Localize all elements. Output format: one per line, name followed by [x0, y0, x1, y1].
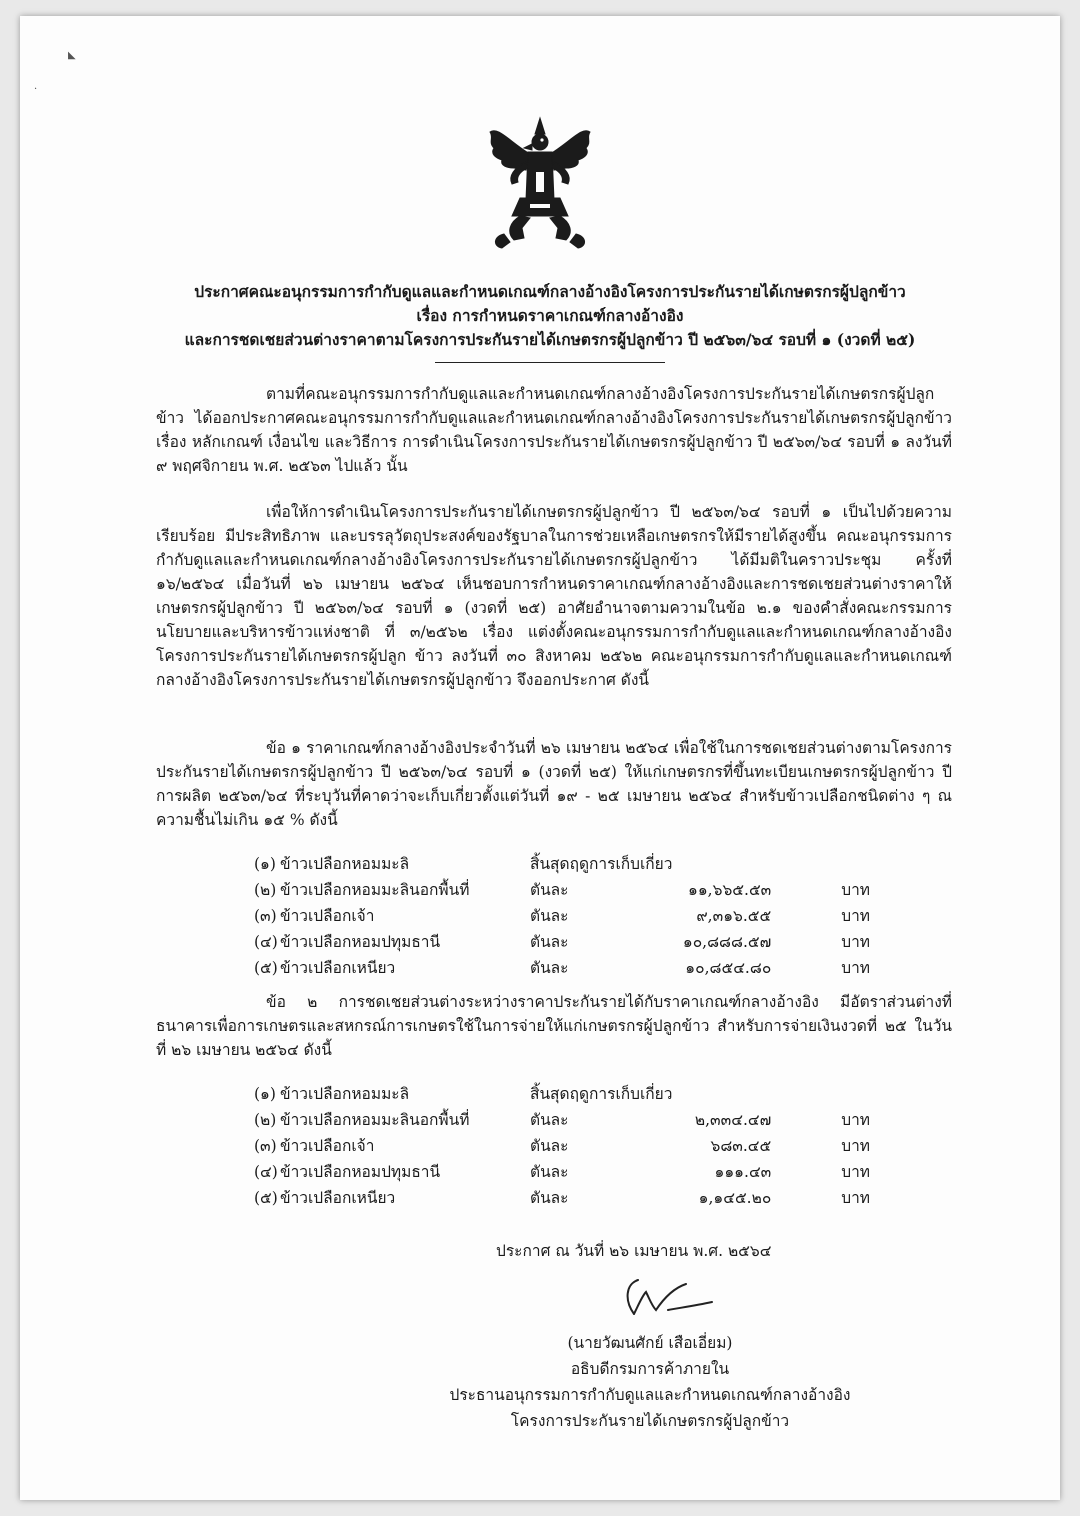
unit-label: ตันละ	[530, 1136, 569, 1155]
row-number: (๓)	[254, 906, 277, 925]
signer-role: ประธานอนุกรรมการกำกับดูแลและกำหนดเกณฑ์กลางอ้างอิง	[449, 1386, 851, 1404]
reference-price-table	[254, 850, 870, 980]
currency-label: บาท	[841, 1110, 870, 1129]
rate-value: ๖๘๓.๔๕	[710, 1136, 772, 1155]
currency-label: บาท	[841, 906, 870, 925]
rice-type: ข้าวเปลือกเจ้า	[280, 1136, 375, 1155]
table-row	[254, 1080, 870, 1106]
rice-type: ข้าวเปลือกหอมปทุมธานี	[280, 932, 441, 951]
unit-label: ตันละ	[530, 932, 569, 951]
rice-type: ข้าวเปลือกหอมปทุมธานี	[280, 1162, 441, 1181]
announcement-date: ประกาศ ณ วันที่ ๒๖ เมษายน พ.ศ. ๒๕๖๔	[496, 1242, 772, 1260]
document-page	[20, 16, 1060, 1500]
table-row	[254, 902, 870, 928]
rate-value: ๒,๓๓๔.๔๗	[694, 1110, 772, 1129]
unit-label: ตันละ	[530, 1110, 569, 1129]
currency-label: บาท	[841, 958, 870, 977]
row-number: (๕)	[254, 1188, 278, 1207]
compensation-rate-table	[254, 1080, 870, 1210]
clause-2-paragraph: ข้อ ๒ การชดเชยส่วนต่างระหว่างราคาประกันรายได้กับราคาเกณฑ์กลางอ้างอิง มีอัตราส่วนต่างที่ธนาคารเพื่อการเกษตรและสหกรณ์การเกษตรใช้ในการจ่ายให้แก่เกษตรกรผู้ปลูกข้าว สำหรับการจ่ายเงินงวดที่ ๒๕ ในวันที่ ๒๖ เมษายน ๒๕๖๔ ดังนี้	[156, 993, 952, 1059]
signer-project: โครงการประกันรายได้เกษตรกรผู้ปลูกข้าว	[510, 1412, 790, 1430]
rice-type: ข้าวเปลือกเหนียว	[280, 958, 396, 977]
unit-label: ตันละ	[530, 906, 569, 925]
rice-type: ข้าวเปลือกเจ้า	[280, 906, 375, 925]
currency-label: บาท	[841, 1162, 870, 1181]
rice-type: ข้าวเปลือกหอมมะลิ	[280, 854, 410, 873]
unit-label: ตันละ	[530, 1188, 569, 1207]
unit-label: ตันละ	[530, 958, 569, 977]
rate-value: ๑๑๑.๔๓	[714, 1162, 772, 1181]
resolution-paragraph: เพื่อให้การดำเนินโครงการประกันรายได้เกษตรกรผู้ปลูกข้าว ปี ๒๕๖๓/๖๔ รอบที่ ๑ เป็นไปด้วยความเรียบร้อย มีประสิทธิภาพ และบรรลุวัตถุประสงค์ของรัฐบาลในการช่วยเหลือเกษตรกรให้มีรายได้สูงขึ้น คณะอนุกรรมการกำกับดูแลและกำหนดเกณฑ์กลางอ้างอิงโครงการประกันรายได้เกษตรกรผู้ปลูกข้าว ได้มีมติในคราวประชุม ครั้งที่ ๑๖/๒๕๖๔ เมื่อวันที่ ๒๖ เมษายน ๒๕๖๔ เห็นชอบการกำหนดราคาเกณฑ์กลางอ้างอิงและการชดเชยส่วนต่างราคาให้เกษตรกรผู้ปลูกข้าว ปี ๒๕๖๓/๖๔ รอบที่ ๑ (งวดที่ ๒๕) อาศัยอำนาจตามความในข้อ ๒.๑ ของคำสั่งคณะกรรมการนโยบายและบริหารข้าวแห่งชาติ ที่ ๓/๒๕๖๒ เรื่อง แต่งตั้งคณะอนุกรรมการกำกับดูแลและกำหนดเกณฑ์กลางอ้างอิงโครงการประกันรายได้เกษตรกรผู้ปลูก ข้าว ลงวันที่ ๓๐ สิงหาคม ๒๕๖๒ คณะอนุกรรมการกำกับดูแลและกำหนดเกณฑ์กลางอ้างอิงโครงการประกันรายได้เกษตรกรผู้ปลูกข้าว จึงออกประกาศ ดังนี้	[156, 503, 952, 689]
row-number: (๒)	[254, 880, 277, 899]
row-number: (๕)	[254, 958, 278, 977]
table-row	[254, 1158, 870, 1184]
rice-type: ข้าวเปลือกหอมมะลิ	[280, 1084, 410, 1103]
unit-label: ตันละ	[530, 1162, 569, 1181]
currency-label: บาท	[841, 1136, 870, 1155]
clause-1-paragraph: ข้อ ๑ ราคาเกณฑ์กลางอ้างอิงประจำวันที่ ๒๖ เมษายน ๒๕๖๔ เพื่อใช้ในการชดเชยส่วนต่างตามโครงการประกันรายได้เกษตรกรผู้ปลูกข้าว ปี ๒๕๖๓/๖๔ รอบที่ ๑ (งวดที่ ๒๕) ให้แก่เกษตรกรที่ขึ้นทะเบียนเกษตรกรผู้ปลูกข้าว ปีการผลิต ๒๕๖๓/๖๔ ที่ระบุวันที่คาดว่าจะเก็บเกี่ยวตั้งแต่วันที่ ๑๙ - ๒๕ เมษายน ๒๕๖๔ สำหรับข้าวเปลือกชนิดต่าง ๆ ณ ความชื้นไม่เกิน ๑๕ % ดังนี้	[156, 739, 952, 829]
season-note: สิ้นสุดฤดูการเก็บเกี่ยว	[530, 854, 673, 873]
signer-name: (นายวัฒนศักย์ เสือเอี่ยม)	[567, 1334, 733, 1352]
currency-label: บาท	[841, 1188, 870, 1207]
row-number: (๑)	[254, 1084, 276, 1103]
signer-position: อธิบดีกรมการค้าภายใน	[570, 1360, 730, 1378]
price-value: ๑๑,๖๖๕.๕๓	[688, 880, 772, 899]
currency-label: บาท	[841, 880, 870, 899]
rice-type: ข้าวเปลือกหอมมะลินอกพื้นที่	[280, 880, 470, 899]
table-row	[254, 1184, 870, 1210]
price-value: ๑๐,๘๕๔.๘๐	[685, 958, 772, 977]
row-number: (๓)	[254, 1136, 277, 1155]
signer-block	[420, 1330, 880, 1434]
header-title-line: ประกาศคณะอนุกรรมการกำกับดูแลและกำหนดเกณฑ์กลางอ้างอิงโครงการประกันรายได้เกษตรกรผู้ปลูกข้าว	[194, 282, 906, 301]
garuda-emblem-icon	[480, 112, 600, 252]
rice-type: ข้าวเปลือกหอมมะลินอกพื้นที่	[280, 1110, 470, 1129]
table-row	[254, 1132, 870, 1158]
header-subject-line: เรื่อง การกำหนดราคาเกณฑ์กลางอ้างอิง	[416, 306, 684, 325]
rice-type: ข้าวเปลือกเหนียว	[280, 1188, 396, 1207]
unit-label: ตันละ	[530, 880, 569, 899]
document-header	[140, 280, 960, 363]
table-row	[254, 928, 870, 954]
table-row	[254, 1106, 870, 1132]
table-row	[254, 876, 870, 902]
price-value: ๙,๓๑๖.๕๕	[696, 906, 772, 925]
scan-mark: ◣	[68, 50, 76, 61]
table-row	[254, 954, 870, 980]
row-number: (๑)	[254, 854, 276, 873]
season-note: สิ้นสุดฤดูการเก็บเกี่ยว	[530, 1084, 673, 1103]
table-row	[254, 850, 870, 876]
header-divider	[435, 362, 665, 363]
rate-value: ๑,๑๔๕.๒๐	[698, 1188, 772, 1207]
scan-mark: ·	[34, 84, 38, 95]
price-value: ๑๐,๘๘๘.๕๗	[682, 932, 772, 951]
currency-label: บาท	[841, 932, 870, 951]
intro-paragraph: ตามที่คณะอนุกรรมการกำกับดูแลและกำหนดเกณฑ์กลางอ้างอิงโครงการประกันรายได้เกษตรกรผู้ปลูกข้าว ได้ออกประกาศคณะอนุกรรมการกำกับดูแลและกำหนดเกณฑ์กลางอ้างอิงโครงการประกันรายได้เกษตรกรผู้ปลูกข้าว เรื่อง หลักเกณฑ์ เงื่อนไข และวิธีการ การดำเนินโครงการประกันรายได้เกษตรกรผู้ปลูกข้าว ปี ๒๕๖๓/๖๔ รอบที่ ๑ ลงวันที่ ๙ พฤศจิกายน พ.ศ. ๒๕๖๓ ไปแล้ว นั้น	[156, 385, 952, 475]
row-number: (๒)	[254, 1110, 277, 1129]
header-detail-line: และการชดเชยส่วนต่างราคาตามโครงการประกันรายได้เกษตรกรผู้ปลูกข้าว ปี ๒๕๖๓/๖๔ รอบที่ ๑ (งวดที่ ๒๕)	[184, 330, 916, 349]
row-number: (๔)	[254, 1162, 278, 1181]
signature-icon	[616, 1270, 726, 1326]
row-number: (๔)	[254, 932, 278, 951]
